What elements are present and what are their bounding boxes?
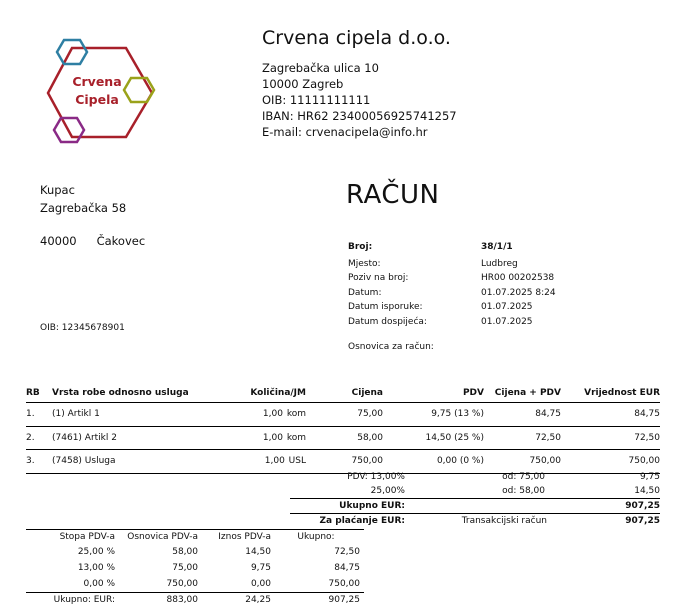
summary-row: 25,00 % 58,00 14,50 72,50: [77, 547, 360, 557]
meta-row: Mjesto: Ludbreg: [348, 258, 518, 269]
tax-breakdown: [290, 470, 660, 498]
vat-summary-table: [26, 529, 364, 607]
buyer-postcode: 40000: [40, 234, 77, 248]
buyer-city: Čakovec: [96, 234, 146, 248]
pay-amount: 907,25: [625, 516, 660, 526]
buyer-oib: OIB: 12345678901: [40, 323, 125, 333]
document-meta: [348, 240, 556, 329]
col-price-pdv: Cijena + PDV: [494, 388, 561, 398]
col-price: Cijena: [351, 388, 383, 398]
company-name: Crvena cipela d.o.o.: [262, 27, 451, 49]
company-email: E-mail: crvenacipela@info.hr: [262, 125, 428, 139]
meta-row: Broj: 38/1/1: [348, 242, 513, 252]
col-rb: RB: [26, 388, 40, 398]
logo-text-line2: Cipela: [75, 92, 119, 107]
total-amount: 907,25: [625, 501, 660, 511]
summary-header: Stopa PDV-a Osnovica PDV-a Iznos PDV-a Ukupno:: [26, 529, 364, 544]
osnovica-label: Osnovica za račun:: [348, 342, 434, 352]
company-details: [262, 60, 457, 140]
buyer-block: [40, 181, 126, 217]
grand-total-row: [290, 498, 660, 514]
company-logo: [44, 38, 160, 148]
tax-row: PDV: 13,00% od: 75,00 9,75: [347, 472, 660, 482]
meta-row: Poziv na broj: HR00 00202538: [348, 273, 555, 283]
company-address: Zagrebačka ulica 10: [262, 61, 379, 75]
meta-row: Datum dospijeća: 01.07.2025: [348, 316, 533, 327]
logo-blue-hexagon: [57, 40, 87, 64]
meta-row: Datum isporuke: 01.07.2025: [348, 302, 533, 312]
total-label: Ukupno EUR:: [339, 501, 405, 511]
company-oib: OIB: 11111111111: [262, 93, 371, 107]
buyer-address: Zagrebačka 58: [40, 201, 127, 215]
items-table: [26, 388, 660, 474]
col-total: Vrijednost EUR: [584, 388, 660, 398]
buyer-city-line: [40, 234, 165, 248]
table-row: 2. (7461) Artikl 2 1,00 kom 58,00 14,50 (25 %) 72,50 72,50: [26, 427, 660, 451]
company-city: 10000 Zagreb: [262, 77, 344, 91]
payment-row: [290, 514, 660, 528]
tax-row: 25,00% od: 58,00 14,50: [370, 486, 660, 496]
col-qty: Količina/JM: [250, 388, 306, 398]
summary-row: 0,00 % 750,00 0,00 750,00: [83, 579, 360, 589]
items-header: [26, 388, 660, 403]
summary-row: 13,00 % 75,00 9,75 84,75: [77, 563, 360, 573]
table-row: 1. (1) Artikl 1 1,00 kom 75,00 9,75 (13 %) 84,75 84,75: [26, 403, 660, 427]
buyer-label: Kupac: [40, 183, 75, 197]
company-iban: IBAN: HR62 23400056925741257: [262, 109, 457, 123]
summary-footer: Ukupno: EUR: 883,00 24,25 907,25: [26, 592, 364, 607]
pay-method: Transakcijski račun: [461, 516, 547, 526]
col-name: Vrsta robe odnosno usluga: [52, 388, 189, 398]
pay-label: Za plaćanje EUR:: [319, 516, 405, 526]
document-title: RAČUN: [346, 180, 440, 210]
meta-row: Datum: 01.07.2025 8:24: [348, 287, 556, 298]
logo-text-line1: Crvena: [72, 74, 122, 89]
table-row: 3. (7458) Usluga 1,00 USL 750,00 0,00 (0 %) 750,00 750,00: [26, 450, 660, 474]
col-pdv: PDV: [462, 388, 484, 398]
